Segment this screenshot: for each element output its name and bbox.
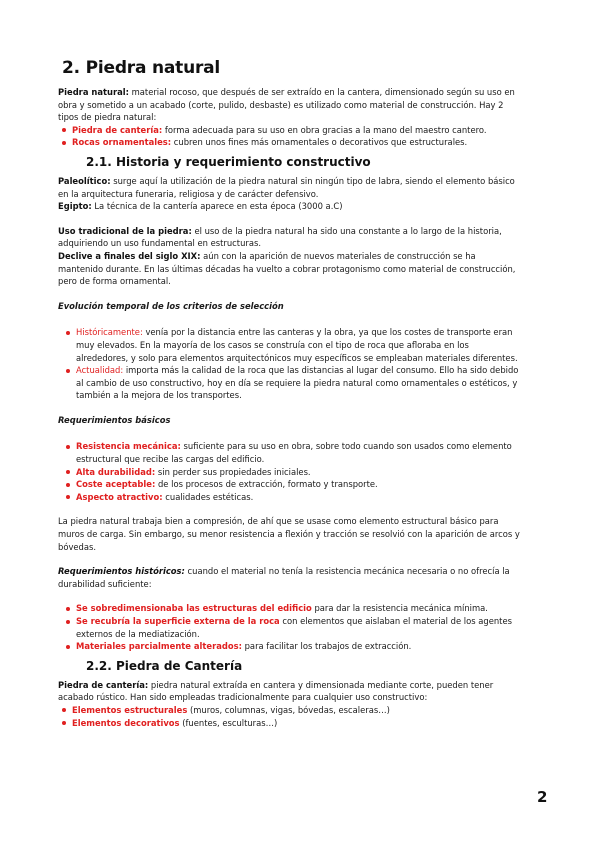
subsection-title-2-2: 2.2. Piedra de Cantería bbox=[86, 658, 243, 673]
section-heading: 2. Piedra natural bbox=[62, 58, 221, 78]
basicos-list bbox=[58, 440, 520, 503]
list-item: Materiales parcialmente alterados: para facilitar los trabajos de extracción. bbox=[62, 640, 520, 653]
list-item: Resistencia mecánica: suficiente para su uso en obra, sobre todo cuando son usados como elemento estructural que recibe las cargas del edificio. bbox=[62, 440, 520, 465]
list-item: Actualidad: importa más la calidad de la roca que las distancias al lugar del consumo. Ello ha sido debido al cambio de uso constructivo, hoy en día se requiere la piedra natural como ornamentales o estéticos, y también a la mejora de los transportes. bbox=[62, 364, 520, 402]
types-list bbox=[58, 124, 520, 149]
intro-term: Piedra natural: bbox=[58, 87, 129, 97]
evolucion-subheading: Evolución temporal de los criterios de selección bbox=[58, 300, 284, 311]
list-item: Históricamente: venía por la distancia entre las canteras y la obra, ya que los costes de transporte eran muy elevados. En la mayoría de los casos se construía con el tipo de roca que afloraba en los alrededores, y solo para elementos arquitectónicos muy específicos se empleaban materiales diferentes. bbox=[62, 326, 520, 364]
list-item: Piedra de cantería: forma adecuada para su uso en obra gracias a la mano del maestro cantero. bbox=[58, 124, 520, 137]
list-item: Elementos estructurales (muros, columnas, vigas, bóvedas, escaleras…) bbox=[58, 704, 520, 717]
list-item: Alta durabilidad: sin perder sus propiedades iniciales. bbox=[62, 466, 520, 479]
uses-list bbox=[58, 704, 520, 729]
paleolitico-paragraph: Paleolítico: surge aquí la utilización de la piedra natural sin ningún tipo de labra, siendo el elemento básico en la arquitectura funeraria, religiosa y de carácter defensivo. bbox=[58, 175, 515, 199]
list-item: Se recubría la superficie externa de la roca con elementos que aislaban el material de los agentes externos de la mediatización. bbox=[62, 615, 520, 640]
list-item: Elementos decorativos (fuentes, esculturas…) bbox=[58, 717, 520, 730]
page-number: 2 bbox=[537, 788, 548, 806]
egipto-paragraph: Egipto: La técnica de la cantería aparece en esta época (3000 a.C) bbox=[58, 201, 343, 212]
intro-paragraph bbox=[58, 86, 520, 124]
canteria-paragraph: Piedra de cantería: piedra natural extraída en cantera y dimensionada mediante corte, pueden tener acabado rústico. Han sido empleadas tradicionalmente para cualquier uso constructivo: bbox=[58, 679, 494, 703]
list-item: Se sobredimensionaba las estructuras del edificio para dar la resistencia mecánica mínima. bbox=[62, 602, 520, 615]
intro-text: material rocoso, que después de ser extraído en la cantera, dimensionado según su uso en obra y sometido a un acabado (corte, pulido, desbaste) es utilizado como material de construcción. Hay 2 tipos de piedra natural: bbox=[58, 87, 515, 123]
evolucion-list bbox=[58, 326, 520, 402]
compresion-paragraph: La piedra natural trabaja bien a compresión, de ahí que se usase como elemento estructural básico para muros de carga. Sin embargo, su menor resistencia a flexión y tracción se resolvió con la aparición de arcos y bóvedas. bbox=[58, 516, 520, 552]
list-item: Aspecto atractivo: cualidades estéticas. bbox=[62, 491, 520, 504]
declive-paragraph: Declive a finales del siglo XIX: aún con la aparición de nuevos materiales de construcción se ha mantenido durante. En las últimas décadas ha vuelto a cobrar protagonismo como material de construcción, pero de forma ornamental. bbox=[58, 250, 516, 287]
uso-paragraph: Uso tradicional de la piedra: el uso de la piedra natural ha sido una constante a lo largo de la historia, adquiriendo un uso fundamental en estructuras. bbox=[58, 225, 502, 249]
list-item: Rocas ornamentales: cubren unos fines más ornamentales o decorativos que estructurales. bbox=[58, 136, 520, 149]
subsection-title-2-1: 2.1. Historia y requerimiento constructivo bbox=[86, 154, 371, 169]
list-item: Coste aceptable: de los procesos de extracción, formato y transporte. bbox=[62, 478, 520, 491]
basicos-subheading: Requerimientos básicos bbox=[58, 414, 171, 425]
page-content bbox=[58, 58, 520, 729]
historicos-paragraph: Requerimientos históricos: cuando el material no tenía la resistencia mecánica necesaria o no ofrecía la durabilidad suficiente: bbox=[58, 566, 510, 589]
historicos-list bbox=[58, 602, 520, 652]
